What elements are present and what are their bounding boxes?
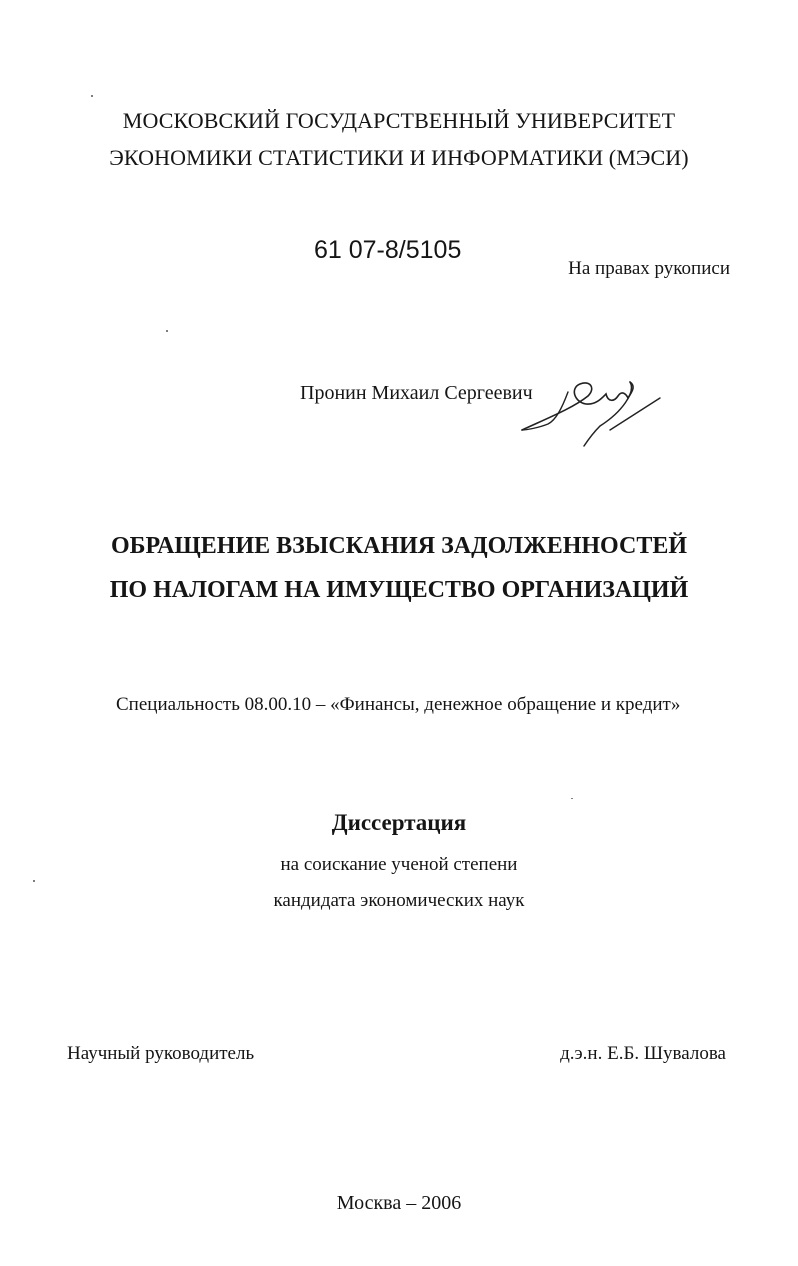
university-line-1: МОСКОВСКИЙ ГОСУДАРСТВЕННЫЙ УНИВЕРСИТЕТ [122, 108, 676, 133]
degree-line-1: на соискание ученой степени [280, 854, 518, 875]
scan-speck [33, 880, 35, 882]
scan-speck [166, 330, 168, 332]
scan-speck [571, 798, 573, 799]
university-line-2: ЭКОНОМИКИ СТАТИСТИКИ И ИНФОРМАТИКИ (МЭСИ) [109, 145, 689, 170]
dissertation-heading: Диссертация [331, 810, 467, 835]
supervisor-name: д.э.н. Е.Б. Шувалова [560, 1043, 726, 1064]
author-name: Пронин Михаил Сергеевич [300, 382, 533, 404]
author-signature [518, 368, 666, 450]
manuscript-rights: На правах рукописи [568, 258, 730, 279]
degree-line-2: кандидата экономических наук [273, 890, 525, 911]
specialty: Специальность 08.00.10 – «Финансы, денежное обращение и кредит» [116, 694, 681, 715]
scan-speck [91, 95, 93, 97]
supervisor-label: Научный руководитель [67, 1043, 255, 1064]
dissertation-title-line-1: ОБРАЩЕНИЕ ВЗЫСКАНИЯ ЗАДОЛЖЕННОСТЕЙ [110, 533, 688, 559]
catalog-code: 61 07-8/5105 [314, 236, 462, 264]
dissertation-title-line-2: ПО НАЛОГАМ НА ИМУЩЕСТВО ОРГАНИЗАЦИЙ [109, 577, 689, 603]
city-year: Москва – 2006 [336, 1192, 462, 1214]
